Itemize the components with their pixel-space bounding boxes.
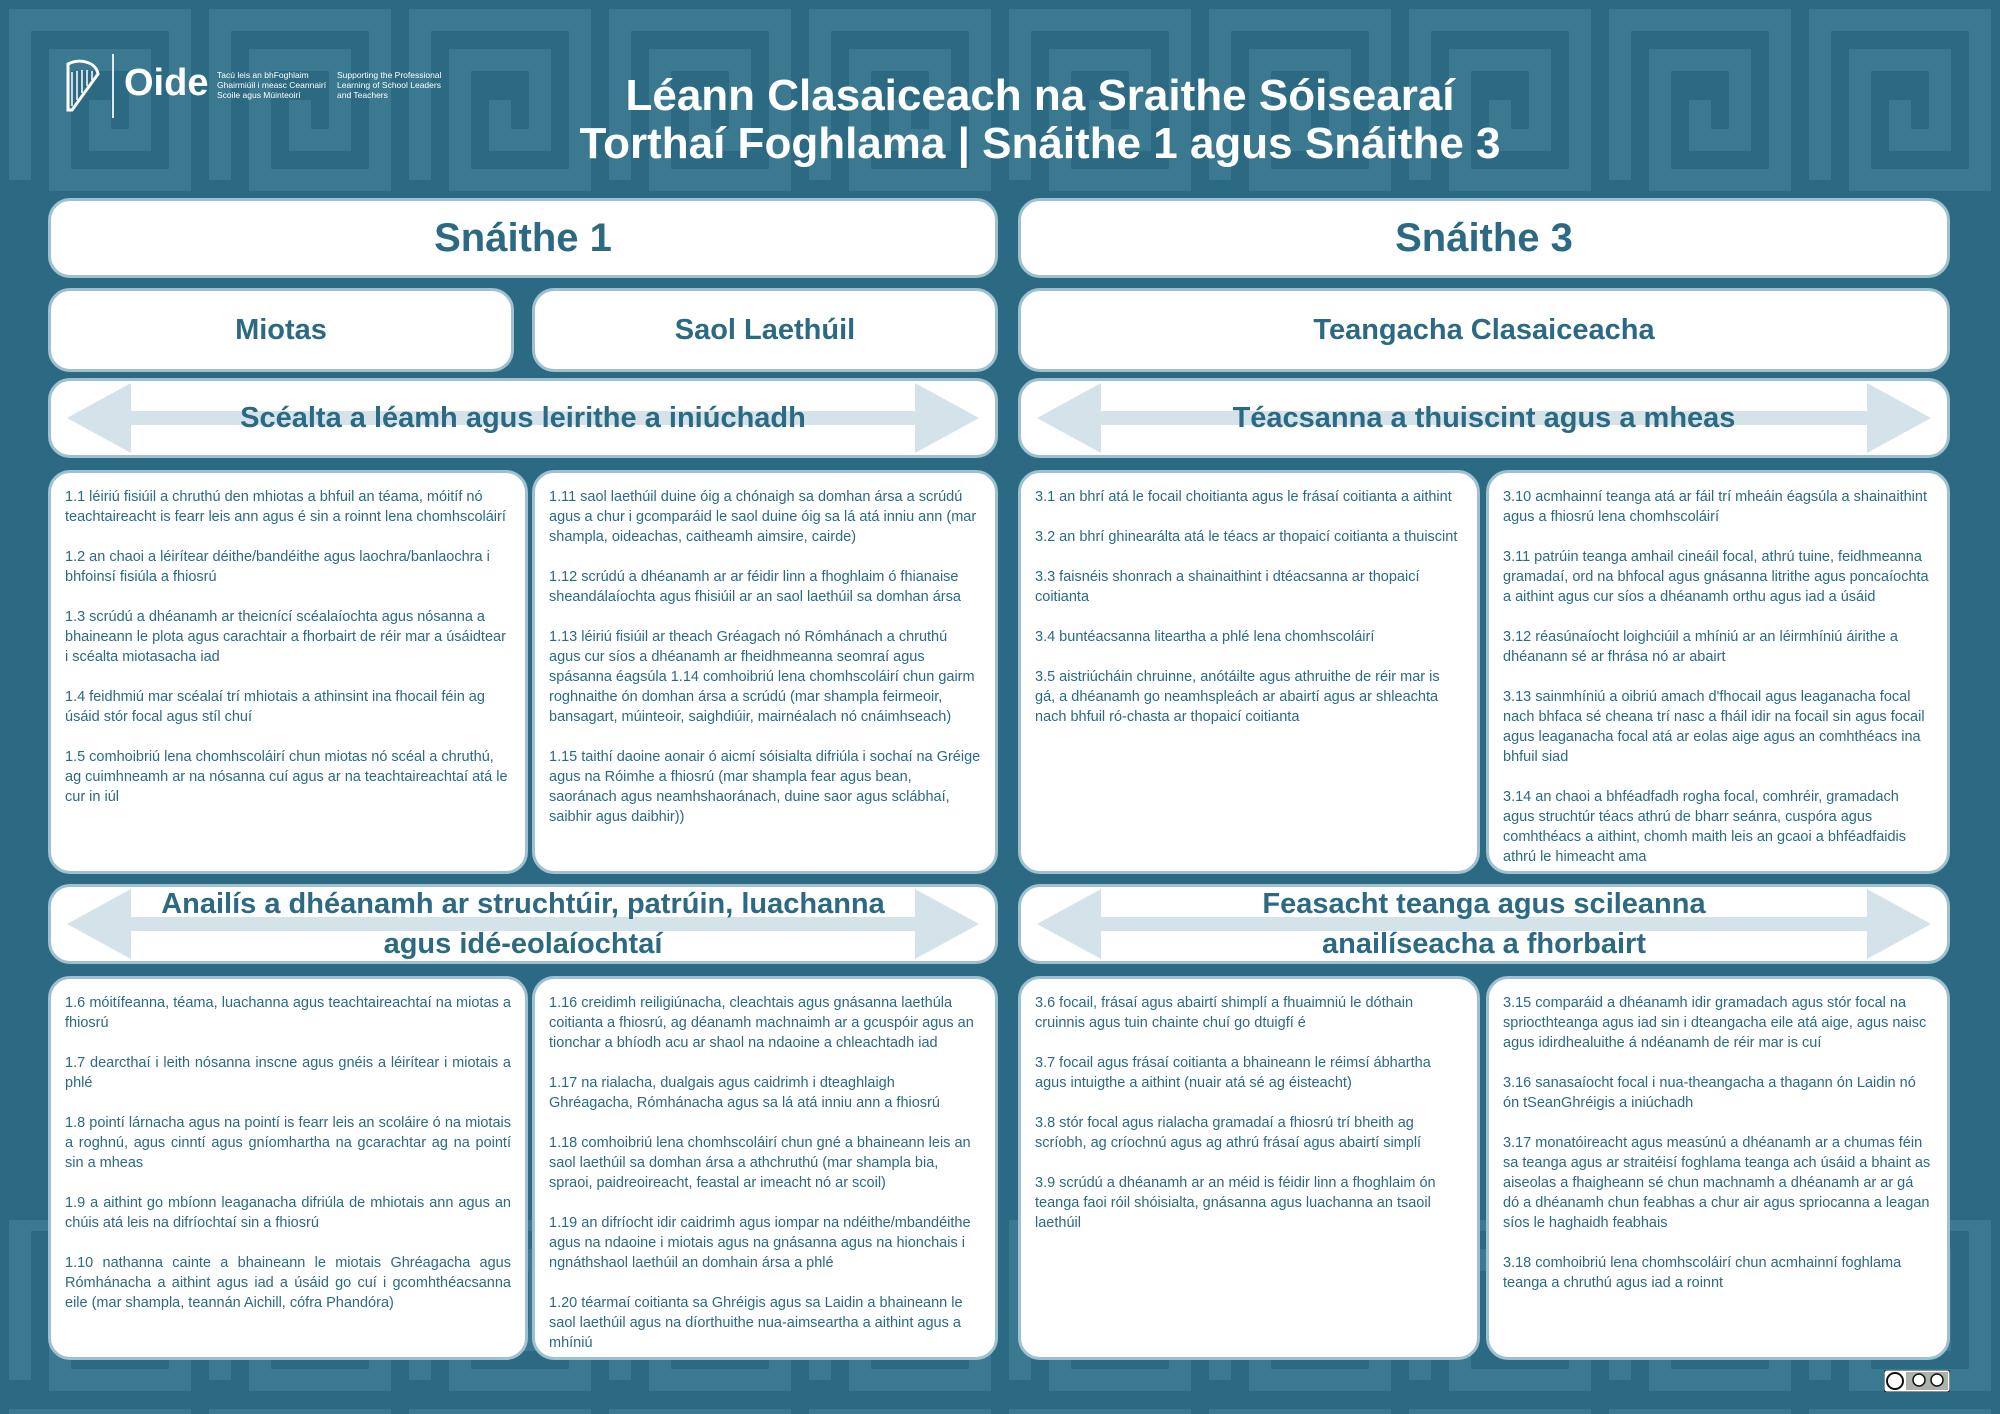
outcome-item: 3.1 an bhrí atá le focail choitianta agus le frásaí coitianta a aithint — [1035, 489, 1452, 505]
outcome-item: 1.8 pointí lárnacha agus na pointí is fearr leis an scoláire ó na miotais a roghnú, agus cinntí agus gníomhartha na gcarachtar ag na pointí sin a mheas — [65, 1115, 511, 1171]
outcomes-1-11-to-1-15 — [532, 470, 998, 874]
outcome-item: 1.15 taithí daoine aonair ó aicmí sóisialta difriúla i sochaí na Gréige agus na Róimhe a fhiosrú (mar shampla fear agus bean, saoránach agus neamhshaoránach, duine saor agus sclábhaí, saibhir agus daibhir)) — [549, 749, 981, 825]
banner-strand3-section1-title: Téacsanna a thuiscint agus a mheas — [1232, 402, 1736, 434]
outcome-item: 3.16 sanasaíocht focal i nua-theangacha a thagann ón Laidin nó ón tSeanGhréigis a iniúchadh — [1503, 1075, 1916, 1111]
outcome-item: 1.3 scrúdú a dhéanamh ar theicnící scéalaíochta agus nósanna a bhaineann le plota agus carachtair a fhorbairt de réir mar a úsáidtear i scéalta miotasacha iad — [65, 609, 506, 665]
strand3-title: Snáithe 3 — [1395, 215, 1573, 260]
outcomes-3-6-to-3-9 — [1018, 976, 1480, 1360]
outcome-item: 3.17 monatóireacht agus measúnú a dhéanamh ar a chumas féin sa teanga agus ar straitéisí foghlama teanga ach úsáid a bhaint as aiseolas a fhaigheann sé chun machnamh a dhéanamh ar ar gá dó a dhéanamh chun feabhas a chur air agus spriocanna a leagan síos le haghaidh feabhais — [1503, 1135, 1931, 1231]
outcomes-1-16-to-1-20 — [532, 976, 998, 1360]
outcome-item: 1.13 léiriú fisiúil ar theach Gréagach nó Rómhánach a chruthú agus cur síos a dhéanamh ar fheidhmeanna seomraí agus spásanna éagsúla 1.14 comhoibriú lena chomhscoláirí chun gairm roghnaithe ón domhan ársa a scrúdú (mar shampla feirmeoir, bansagart, múinteoir, saighdiúir, mairnéalach nó cnáimhseach) — [549, 629, 975, 725]
outcome-item: 3.11 patrúin teanga amhail cineáil focal, athrú tuine, feidhmeanna gramadaí, ord na bhfocal agus gnásanna litrithe agus poncaíochta a aithint agus cur síos a dhéanamh orthu agus iad a úsáid — [1503, 549, 1929, 605]
banner-strand1-section2 — [48, 884, 998, 964]
outcomes-3-1-to-3-5 — [1018, 470, 1480, 874]
banner-strand3-section2-title — [1122, 884, 1845, 964]
banner-strand3-section2-title-line2: anailíseacha a fhorbairt — [1322, 928, 1646, 960]
logo-tagline-ga: Tacú leis an bhFoghlaim Ghairmiúil i measc Ceannairí Scoile agus Múinteoirí — [217, 70, 327, 100]
outcome-item: 1.11 saol laethúil duine óig a chónaigh sa domhan ársa a scrúdú agus a chur i gcomparáid le saol duine óig sa lá atá inniu ann (mar shampla, oideachas, caitheamh aimsire, cairde) — [549, 489, 977, 545]
outcome-item: 1.17 na rialacha, dualgais agus caidrimh i dteaghlaigh Ghréagacha, Rómhánacha agus sa lá atá inniu ann a fhiosrú — [549, 1075, 940, 1111]
outcomes-3-15-to-3-18 — [1486, 976, 1950, 1360]
strand1-title: Snáithe 1 — [434, 215, 612, 260]
page-title-line1: Léann Clasaiceach na Sraithe Sóisearaí — [625, 71, 1455, 120]
outcome-item: 3.7 focail agus frásaí coitianta a bhaineann le réimsí ábhartha agus intuigthe a aithint (nuair atá sé ag éisteacht) — [1035, 1055, 1431, 1091]
banner-strand1-section2-title: Anailís a dhéanamh ar struchtúir, patrúin, luachanna agus idé-eolaíochtaí — [161, 888, 885, 960]
outcome-item: 1.2 an chaoi a léirítear déithe/bandéithe agus laochra/banlaochra i bhfoinsí fisiúla a fhiosrú — [65, 549, 490, 585]
outcomes-1-1-to-1-5 — [48, 470, 528, 874]
outcome-item: 3.15 comparáid a dhéanamh idir gramadach agus stór focal na spriocthteanga agus iad sin i dteangacha eile atá aige, agus naisc agus idirdhealuithe á ndéanamh de réir mar is cuí — [1503, 995, 1927, 1051]
logo-divider — [112, 54, 114, 118]
outcomes-3-10-to-3-14 — [1486, 470, 1950, 874]
subheader-saol-laethuil-label: Saol Laethúil — [674, 313, 856, 346]
outcome-item: 3.5 aistriúcháin chruinne, anótáilte agus athruithe de réir mar is gá, a dhéanamh go neamhspleách ar abairtí agus ar shleachta nach bhfuil ró-chasta ar thopaicí coitianta — [1035, 669, 1440, 725]
page-title — [480, 72, 1600, 168]
page-title-line2: Torthaí Foghlama | Snáithe 1 agus Snáithe 3 — [579, 119, 1501, 168]
outcome-item: 3.4 buntéacsanna liteartha a phlé lena chomhscoláirí — [1035, 629, 1375, 645]
outcome-item: 1.18 comhoibriú lena chomhscoláirí chun gné a bhaineann leis an saol laethúil sa domhan ársa a athchruthú (mar shampla bia, spraoi, paidreoireacht, feastal ar imeacht nó ar scoil) — [549, 1135, 971, 1191]
outcome-item: 1.12 scrúdú a dhéanamh ar ar féidir linn a fhoghlaim ó fhianaise sheandálaíochta agus fhisiúil ar an saol laethúil sa domhan ársa — [549, 569, 961, 605]
outcome-item: 1.9 a aithint go mbíonn leaganacha difriúla de mhiotais ann agus an chúis atá leis na difríochtaí sin a fhiosrú — [65, 1195, 511, 1231]
logo-name: Oide — [124, 62, 209, 104]
outcome-item: 1.4 feidhmiú mar scéalaí trí mhiotais a athinsint ina fhocail féin ag úsáid stór focal agus stíl chuí — [65, 689, 485, 725]
outcome-item: 3.10 acmhainní teanga atá ar fáil trí mheáin éagsúla a shainaithint agus a fhiosrú lena chomhscoláirí — [1503, 489, 1927, 525]
strand3-header — [1018, 198, 1950, 278]
outcome-item: 3.12 réasúnaíocht loighciúil a mhíniú ar an léirmhíniú áirithe a dhéanann sé ar fhrása nó ar abairt — [1503, 629, 1898, 665]
outcome-item: 1.20 téarmaí coitianta sa Ghréigis agus sa Laidin a bhaineann le saol laethúil agus na díorthuithe nua-aimseartha a aithint agus a mhíniú — [549, 1295, 963, 1351]
outcome-item: 1.5 comhoibriú lena chomhscoláirí chun miotas nó scéal a chruthú, ag cuimhneamh ar na nósanna cuí agus ar na teachtaireachtaí atá le cur in iúl — [65, 749, 508, 805]
outcome-item: 3.8 stór focal agus rialacha gramadaí a fhiosrú trí bheith ag scríobh, ag críochnú agus ag athrú frásaí agus abairtí simplí — [1035, 1115, 1422, 1151]
banner-strand3-section1 — [1018, 378, 1950, 458]
strand1-header — [48, 198, 998, 278]
outcome-item: 1.10 nathanna cainte a bhaineann le miotais Ghréagacha agus Rómhánacha a aithint agus iad a úsáid go cuí i gcomhthéacsanna eile (mar shampla, teannán Aichill, cófra Phandóra) — [65, 1255, 511, 1311]
subheader-miotas-label: Miotas — [235, 313, 327, 346]
banner-strand1-section1 — [48, 378, 998, 458]
logo-tagline-en: Supporting the Professional Learning of School Leaders and Teachers — [337, 70, 442, 100]
cc-by-nc-icon — [1884, 1370, 1950, 1392]
outcome-item: 1.19 an difríocht idir caidrimh agus iompar na ndéithe/mbandéithe agus na ndaoine i miotais agus na gnásanna agus na hionchais i ngnáthshaol laethúil an domhain ársa a phlé — [549, 1215, 971, 1271]
subheader-miotas — [48, 288, 514, 372]
outcome-item: 3.14 an chaoi a bhféadfadh rogha focal, comhréir, gramadach agus struchtúr téacs athrú de bharr seánra, cuspóra agus comhthéacs a aithint, chomh maith leis an gcaoi a bhféadfaidis athrú le himeacht ama — [1503, 789, 1907, 865]
banner-strand3-section2-title-line1: Feasacht teanga agus scileanna — [1262, 888, 1706, 920]
outcome-item: 1.1 léiriú fisiúil a chruthú den mhiotas a bhfuil an téama, móitíf nó teachtaireacht is fearr leis ann agus é sin a roinnt lena chomhscoláirí — [65, 489, 506, 525]
outcome-item: 3.2 an bhrí ghinearálta atá le téacs ar thopaicí coitianta a thuiscint — [1035, 529, 1458, 545]
outcome-item: 3.3 faisnéis shonrach a shainaithint i dtéacsanna ar thopaicí coitianta — [1035, 569, 1420, 605]
outcome-item: 1.7 dearcthaí i leith nósanna inscne agus gnéis a léirítear i miotais a phlé — [65, 1055, 511, 1091]
outcome-item: 3.9 scrúdú a dhéanamh ar an méid is féidir linn a fhoghlaim ón teanga faoi róil shóisialta, gnásanna agus luachanna an tsaoil laethúil — [1035, 1175, 1436, 1231]
outcome-item: 3.6 focail, frásaí agus abairtí shimplí a fhuaimniú le dóthain cruinnis agus tuin chainte chuí go dtuigfí é — [1035, 995, 1414, 1031]
banner-strand1-section1-title: Scéalta a léamh agus leirithe a iniúchadh — [240, 402, 806, 434]
subheader-saol-laethuil — [532, 288, 998, 372]
outcome-item: 3.18 comhoibriú lena chomhscoláirí chun acmhainní foghlama teanga a chruthú agus iad a roinnt — [1503, 1255, 1902, 1291]
subheader-teangacha — [1018, 288, 1950, 372]
outcomes-1-6-to-1-10 — [48, 976, 528, 1360]
harp-icon — [62, 58, 102, 114]
banner-strand3-section2 — [1018, 884, 1950, 964]
outcome-item: 3.13 sainmhíniú a oibriú amach d'fhocail agus leaganacha focal nach bhfaca sé cheana trí nasc a fháil idir na focail sin agus focail agus leaganacha focal atá ar eolas aige agus an comhthéacs ina bhfuil siad — [1503, 689, 1925, 765]
outcome-item: 1.16 creidimh reiligiúnacha, cleachtais agus gnásanna laethúla coitianta a fhiosrú, ag déanamh machnaimh ar a gcuspóir agus an tionchar a bhíodh acu ar shaol na ndaoine a chleachtadh iad — [549, 995, 974, 1051]
outcome-item: 1.6 móitífeanna, téama, luachanna agus teachtaireachtaí na miotas a fhiosrú — [65, 995, 511, 1031]
subheader-teangacha-label: Teangacha Clasaiceacha — [1313, 313, 1655, 346]
